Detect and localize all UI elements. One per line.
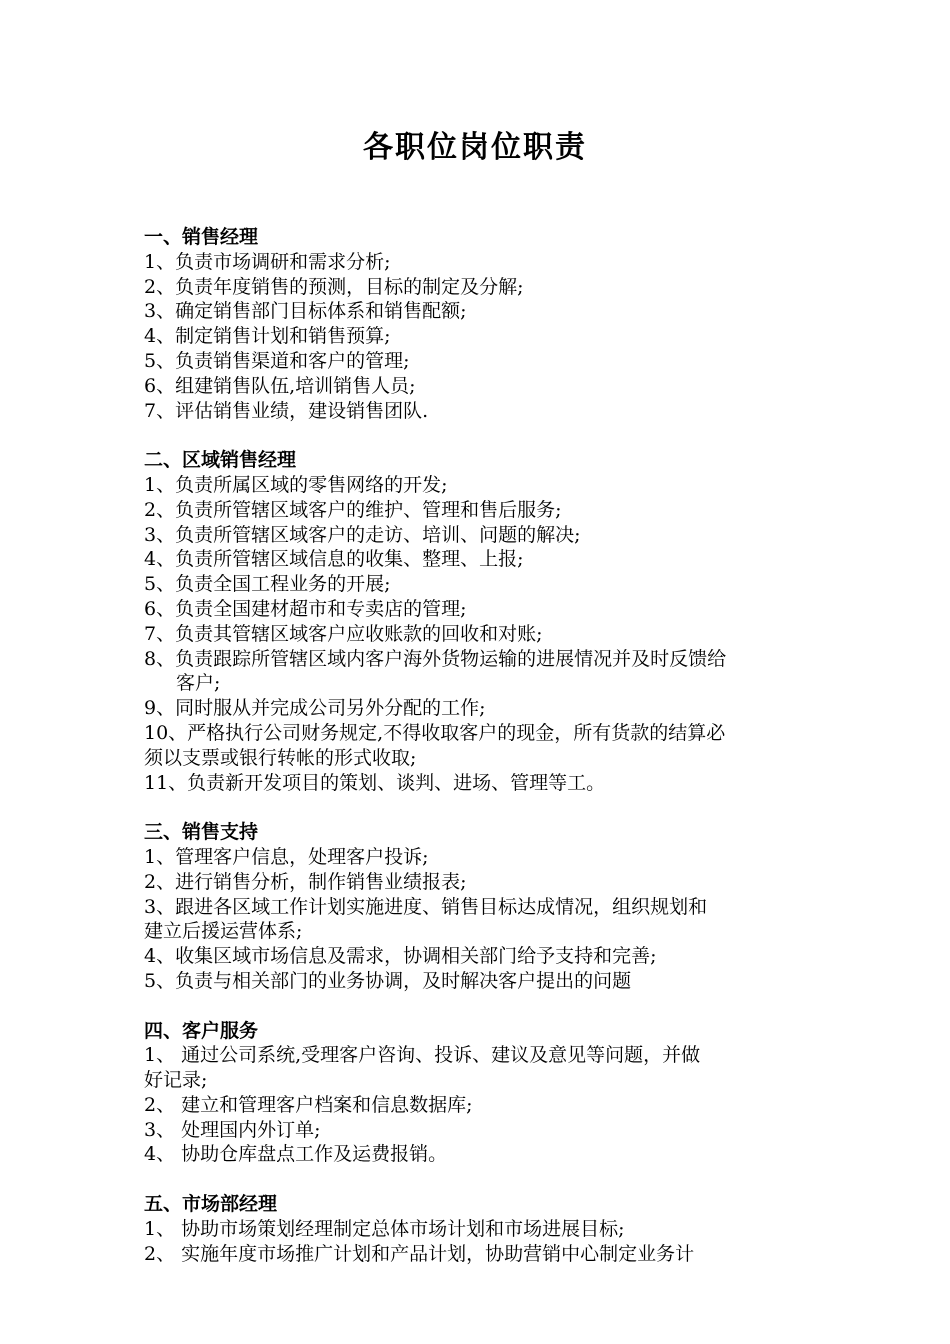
list-item: 5、负责与相关部门的业务协调，及时解决客户提出的问题 [144, 969, 632, 992]
list-item [144, 895, 834, 945]
list-item: 3、负责所管辖区域客户的走访、培训、问题的解决; [144, 523, 581, 546]
list-item: 3、 处理国内外订单; [144, 1118, 321, 1141]
list-item: 7、评估销售业绩，建设销售团队. [144, 399, 429, 422]
list-item-text: 8、负责跟踪所管辖区域内客户海外货物运输的进展情况并及时反馈给 [144, 647, 727, 670]
list-item-continuation: 建立后援运营体系; [144, 920, 303, 943]
list-item-continuation: 须以支票或银行转帐的形式收取; [144, 746, 417, 769]
list-item: 1、负责所属区域的零售网络的开发; [144, 473, 448, 496]
list-item-continuation: 客户; [176, 672, 221, 695]
list-item: 4、收集区域市场信息及需求，协调相关部门给予支持和完善; [144, 945, 657, 968]
section-heading: 一、销售经理 [144, 226, 259, 248]
document-body [144, 225, 834, 1291]
list-item-continuation: 好记录; [144, 1069, 208, 1092]
list-item: 9、同时服从并完成公司另外分配的工作; [144, 697, 486, 720]
list-item: 3、确定销售部门目标体系和销售配额; [144, 300, 467, 323]
list-item: 1、 协助市场策划经理制定总体市场计划和市场进展目标; [144, 1217, 625, 1240]
list-item: 4、负责所管辖区域信息的收集、整理、上报; [144, 548, 524, 571]
section-heading: 四、客户服务 [144, 1019, 259, 1042]
list-item: 2、 建立和管理客户档案和信息数据库; [144, 1093, 473, 1116]
list-item: 11、负责新开发项目的策划、谈判、进场、管理等工。 [144, 771, 606, 794]
section-customer-service [144, 1019, 834, 1168]
section-sales-manager [144, 225, 834, 423]
list-item: 6、负责全国建材超市和专卖店的管理; [144, 597, 467, 620]
list-item-text: 10、严格执行公司财务规定,不得收取客户的现金，所有货款的结算必 [144, 721, 726, 744]
section-regional-sales-manager [144, 448, 834, 795]
list-item: 2、 实施年度市场推广计划和产品计划，协助营销中心制定业务计 [144, 1242, 695, 1265]
list-item: 1、负责市场调研和需求分析; [144, 250, 391, 273]
list-item: 2、负责所管辖区域客户的维护、管理和售后服务; [144, 498, 562, 521]
list-item [144, 647, 834, 697]
list-item: 1、管理客户信息，处理客户投诉; [144, 845, 429, 868]
section-sales-support [144, 820, 834, 994]
list-item: 6、组建销售队伍,培训销售人员; [144, 374, 416, 397]
section-heading: 五、市场部经理 [144, 1193, 278, 1216]
list-item: 5、负责全国工程业务的开展; [144, 573, 391, 596]
list-item: 5、负责销售渠道和客户的管理; [144, 349, 410, 372]
list-item-text: 3、跟进各区域工作计划实施进度、销售目标达成情况，组织规划和 [144, 895, 708, 918]
list-item: 4、制定销售计划和销售预算; [144, 325, 391, 348]
document-title: 各职位岗位职责 [363, 130, 587, 165]
list-item [144, 721, 834, 771]
list-item [144, 1043, 834, 1093]
list-item: 2、进行销售分析，制作销售业绩报表; [144, 870, 467, 893]
list-item-text: 1、 通过公司系统,受理客户咨询、投诉、建议及意见等问题，并做 [144, 1044, 701, 1067]
list-item: 7、负责其管辖区域客户应收账款的回收和对账; [144, 622, 543, 645]
section-heading: 三、销售支持 [144, 821, 259, 844]
section-heading: 二、区域销售经理 [144, 449, 297, 472]
list-item: 4、 协助仓库盘点工作及运费报销。 [144, 1143, 448, 1166]
section-marketing-manager [144, 1192, 834, 1266]
list-item: 2、负责年度销售的预测，目标的制定及分解; [144, 275, 524, 298]
